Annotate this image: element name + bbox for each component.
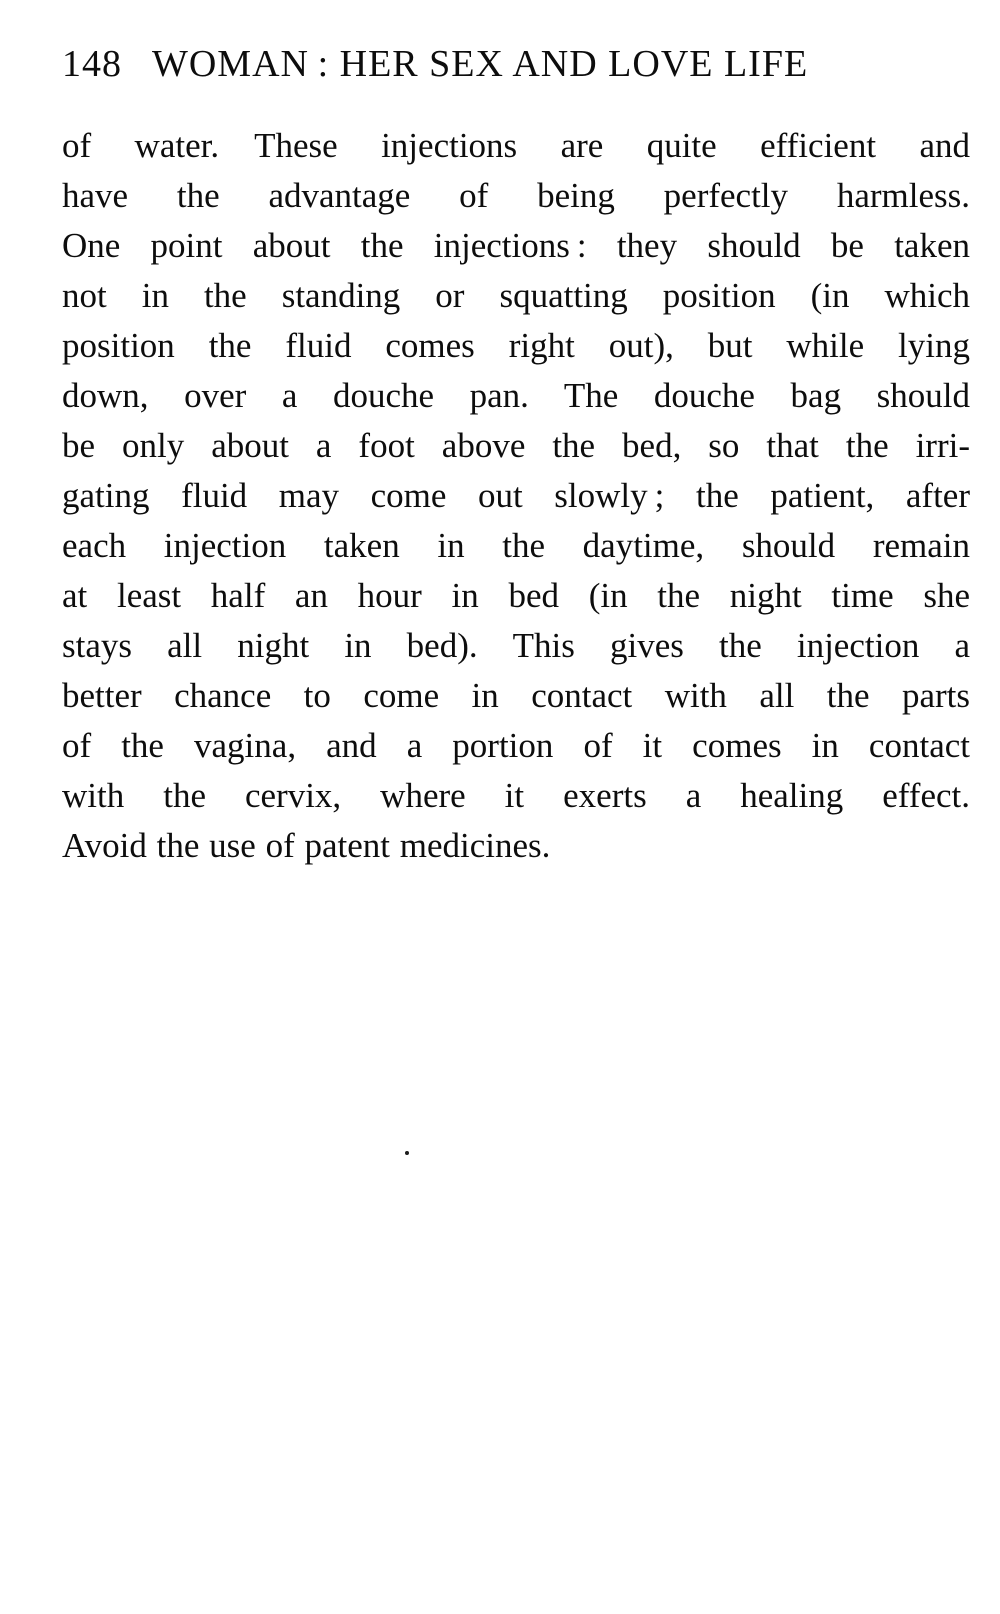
text-line: better chance to come in contact with all the parts <box>62 676 970 715</box>
text-line: of water. These injections are quite efficient and <box>62 126 970 165</box>
text-line: with the cervix, where it exerts a healing effect. <box>62 776 970 815</box>
text-line: stays all night in bed). This gives the injection a <box>62 626 970 665</box>
text-line: of the vagina, and a portion of it comes in contact <box>62 726 970 765</box>
text-line: Avoid the use of patent medicines. <box>62 826 551 865</box>
text-line: each injection taken in the daytime, should remain <box>62 526 970 565</box>
text-line: have the advantage of being perfectly harmless. <box>62 176 970 215</box>
page-number: 148 <box>62 43 122 85</box>
text-line: down, over a douche pan. The douche bag should <box>62 376 970 415</box>
text-line: One point about the injections : they should be taken <box>62 226 970 265</box>
text-line: not in the standing or squatting position (in which <box>62 276 970 315</box>
text-line: gating fluid may come out slowly ; the patient, after <box>62 476 970 515</box>
text-line: be only about a foot above the bed, so that the irri- <box>62 426 970 465</box>
text-line: at least half an hour in bed (in the night time she <box>62 576 970 615</box>
running-title: WOMAN : HER SEX AND LOVE LIFE <box>152 43 809 85</box>
text-line: position the fluid comes right out), but while lying <box>62 326 970 365</box>
ink-speck-artifact <box>405 1151 409 1155</box>
page-header <box>62 42 970 86</box>
page-body <box>62 121 970 871</box>
